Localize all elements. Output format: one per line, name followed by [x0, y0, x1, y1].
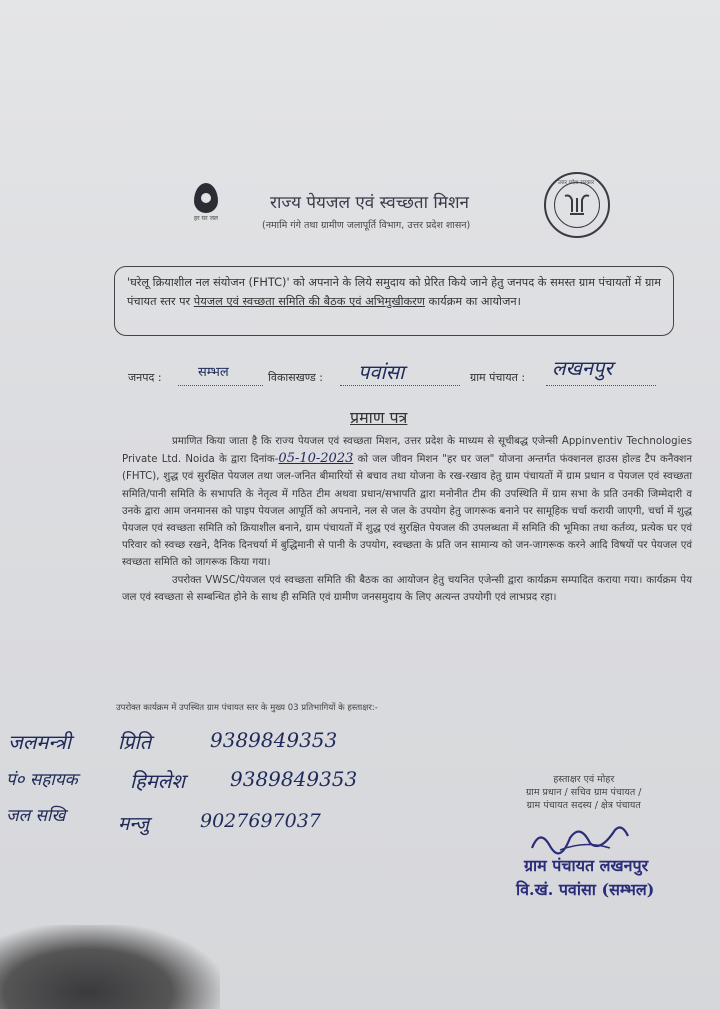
participant-2-name: हिमलेश: [130, 769, 185, 793]
certificate-paragraph-2: उपरोक्त VWSC/पेयजल एवं स्वच्छता समिति की बैठक का आयोजन हेतु चयनित एजेन्सी द्वारा कार्यक्रम सम्पादित कराया गया। कार्यक्रम पेय जल एवं स्वच्छता से सम्बन्धित होने के साथ ही समिति एवं ग्रामीण जनसमुदाय के लिए अत्यन्त उपयोगी एवं लाभप्रद रहा।: [122, 574, 692, 603]
participant-3-name: मन्जु: [118, 813, 150, 835]
mission-title: राज्य पेयजल एवं स्वच्छता मिशन: [270, 193, 469, 213]
block-label: विकासखण्ड :: [268, 371, 324, 384]
signature-line-3: ग्राम पंचायत सदस्य / क्षेत्र पंचायत: [526, 800, 641, 811]
seal-caption: उत्तर प्रदेश सरकार: [557, 180, 595, 186]
signature-line-2: ग्राम प्रधान / सचिव ग्राम पंचायत /: [526, 787, 642, 798]
photo-shadow: [0, 925, 220, 1009]
participant-3-phone: 9027697037: [200, 810, 321, 832]
handwritten-signature: [530, 818, 630, 858]
para1-start: प्रमाणित किया जाता है कि राज्य पेयजल एवं स्वच्छता मिशन, उत्तर प्रदेश के माध्यम से सूचीबद्ध एजेन्सी Appinventiv Technologies Private Ltd. Noida के द्वारा दिनांक-: [122, 436, 692, 466]
para1-rest: को जल जीवन मिशन "हर घर जल" योजना अन्तर्गत फंक्शनल हाउस होल्ड टैप कनैक्शन (FHTC), शुद्ध एवं सुरक्षित पेयजल तथा जल-जनित बीमारियों से बचाव तथा योजना के रख-रखाव हेतु ग्राम पंचायतों में ग्राम प्रधान व पेयजल एवं स्वच्छता समिति/पानी समिति के सभापति के नेतृत्व में गठित टीम अथवा प्रधान/सभापति द्वारा मनोनीत टीम की उपस्थिति में ग्राम सभा के प्रति उनकी जिम्मेदारी व उनके द्वारा आम जनमानस को पाइप पेयजल आपूर्ति को अपनाने, नल से जल के उपयोग हेतु जागरूक बनाने पर सामूहिक चर्चा करायी जाएगी, चर्चा में शुद्ध पेयजल एवं स्वच्छता समिति को क्रियाशील बनाने, ग्राम पंचायतों में शुद्ध एवं सुरक्षित पेयजल की उपलब्धता में समिति की भूमिका तथा कर्तव्य, प्रत्येक घर एवं परिवार को स्वच्छ रखने, दैनिक दिनचर्या में बुद्धिमानी से पानी के उपयोग, स्वच्छता के प्रति जन सामान्य को जन-जागरूक करने आदि विषयों पर पेयजल एवं स्वच्छता समिति को जागरूक किया गया।: [122, 454, 692, 569]
participant-3-role: जल सखि: [6, 806, 66, 826]
district-label: जनपद :: [128, 371, 162, 384]
participants-note: उपरोक्त कार्यक्रम में उपस्थित ग्राम पंचायत स्तर के मुख्य 03 प्रतिभागियों के हस्ताक्षर:-: [116, 703, 378, 713]
participant-1-name: प्रिति: [118, 730, 152, 754]
block-value: पवांसा: [358, 360, 405, 384]
district-value: सम्भल: [198, 365, 229, 380]
left-logo-caption: हर घर जल: [194, 215, 218, 222]
banner-text-1: 'घरेलू क्रियाशील नल संयोजन (FHTC)' को अपनाने के लिये समुदाय को प्रेरित किये जाने हेतु जनपद के समस्त ग्राम पंचायतों में ग्राम पंचायत स्तर पर: [127, 276, 661, 308]
panchayat-stamp-line-2: वि.खं. पवांसा (सम्भल): [516, 880, 655, 899]
signature-line-1: हस्ताक्षर एवं मोहर: [553, 774, 615, 785]
banner-text-underlined: पेयजल एवं स्वच्छता समिति की बैठक एवं अभिमुखीकरण: [193, 295, 425, 308]
program-banner: [114, 266, 674, 336]
banner-text-2: कार्यक्रम का आयोजन।: [424, 295, 521, 308]
signature-block: [526, 773, 642, 812]
mission-subtitle: (नमामि गंगे तथा ग्रामीण जलापूर्ति विभाग, उत्तर प्रदेश शासन): [262, 220, 471, 231]
har-ghar-jal-logo: [180, 183, 232, 241]
panchayat-label: ग्राम पंचायत :: [470, 371, 526, 384]
panchayat-stamp-line-1: ग्राम पंचायत लखनपुर: [524, 856, 649, 875]
certificate-body: [122, 433, 692, 606]
participant-2-role: पं० सहायक: [6, 770, 78, 790]
panchayat-value: लखनपुर: [552, 356, 613, 380]
certificate-paragraph-1: [122, 433, 692, 572]
participant-1-role: जलमन्त्री: [8, 730, 72, 754]
water-drop-icon: [194, 183, 218, 213]
participant-1-phone: 9389849353: [210, 728, 338, 752]
certificate-title: प्रमाण पत्र: [350, 408, 408, 427]
program-date: 05-10-2023: [278, 451, 354, 467]
participant-2-phone: 9389849353: [230, 767, 358, 791]
